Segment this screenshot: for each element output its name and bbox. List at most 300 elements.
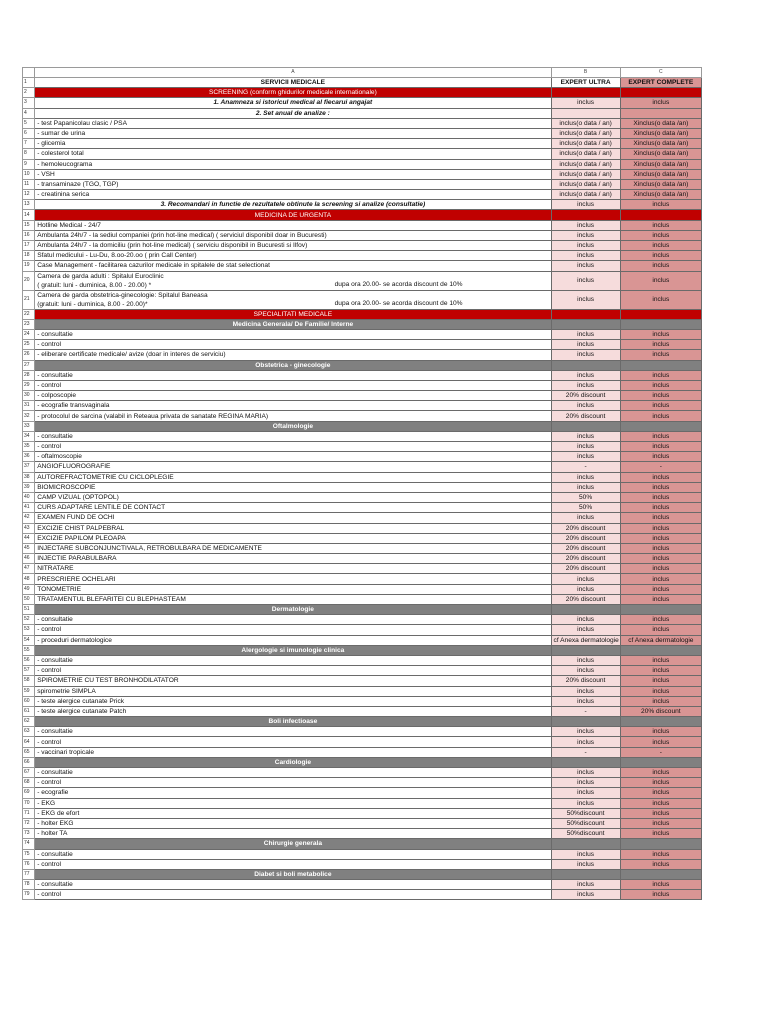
specialty-fill: [551, 360, 620, 370]
specialty-header-row: [23, 839, 702, 849]
row-number: 20: [23, 271, 35, 290]
table-row: [23, 564, 702, 574]
service-name: [35, 271, 551, 290]
expert-complete-value: inclus: [620, 543, 701, 553]
section-band-fill: [551, 309, 620, 319]
emergency-room-row: [23, 290, 702, 309]
expert-ultra-value: inclus(o data / an): [551, 169, 620, 179]
section-band-fill: [620, 210, 701, 220]
row-number: 49: [23, 584, 35, 594]
table-row: [23, 159, 702, 169]
expert-ultra-value: inclus: [551, 261, 620, 271]
service-name: Sfatul medicului - Lu-Du, 8.oo-20.oo ( prin Call Center): [35, 251, 551, 261]
table-row: [23, 666, 702, 676]
specialty-label: Chirurgie generala: [35, 839, 551, 849]
expert-ultra-value: inclus: [551, 472, 620, 482]
expert-complete-value: inclus: [620, 513, 701, 523]
table-row: [23, 401, 702, 411]
specialty-header-row: [23, 717, 702, 727]
header-service: SERVICII MEDICALE: [35, 78, 551, 88]
table-row: [23, 686, 702, 696]
expert-ultra-value: inclus: [551, 350, 620, 360]
service-name-line1: Camera de garda obstetrica-ginecologie: Spitalul Baneasa: [37, 291, 208, 299]
column-letter-b: B: [551, 68, 620, 78]
expert-complete-value: inclus: [620, 625, 701, 635]
service-name: - holter EKG: [35, 818, 551, 828]
row-number: 57: [23, 666, 35, 676]
expert-ultra-value: 20% discount: [551, 391, 620, 401]
expert-complete-value: inclus: [620, 890, 701, 900]
expert-ultra-value: inclus: [551, 251, 620, 261]
table-row: [23, 880, 702, 890]
service-name: - consultatie: [35, 615, 551, 625]
table-row: [23, 574, 702, 584]
expert-ultra-value: inclus: [551, 401, 620, 411]
specialty-fill: [620, 717, 701, 727]
expert-ultra-value: inclus: [551, 482, 620, 492]
service-name: - control: [35, 625, 551, 635]
specialty-fill: [551, 717, 620, 727]
expert-ultra-value: inclus: [551, 452, 620, 462]
expert-ultra-value: 50%discount: [551, 829, 620, 839]
service-name: - test Papanicolau clasic / PSA: [35, 118, 551, 128]
expert-ultra-value: inclus: [551, 727, 620, 737]
table-row: [23, 452, 702, 462]
service-name: - proceduri dermatologice: [35, 635, 551, 645]
expert-ultra-value: inclus: [551, 615, 620, 625]
expert-complete-value: inclus: [620, 859, 701, 869]
expert-ultra-value: 20% discount: [551, 543, 620, 553]
service-name: - consultatie: [35, 431, 551, 441]
table-row: [23, 251, 702, 261]
table-row: [23, 635, 702, 645]
row-number: 58: [23, 676, 35, 686]
section-band-row: [23, 210, 702, 220]
specialty-label: Dermatologie: [35, 605, 551, 615]
expert-ultra-value: 20% discount: [551, 523, 620, 533]
row-number: 9: [23, 159, 35, 169]
expert-ultra-value: inclus(o data / an): [551, 190, 620, 200]
table-row: [23, 737, 702, 747]
expert-complete-value: inclus: [620, 655, 701, 665]
service-name: - consultatie: [35, 655, 551, 665]
row-number: 56: [23, 655, 35, 665]
expert-complete-value: inclus: [620, 778, 701, 788]
section-band-fill: [551, 88, 620, 98]
row-number: 16: [23, 230, 35, 240]
row-number: 78: [23, 880, 35, 890]
row-number: 66: [23, 757, 35, 767]
service-name: - hemoleucograma: [35, 159, 551, 169]
service-name: EXCIZIE PAPILOM PLEOAPA: [35, 533, 551, 543]
expert-ultra-value: inclus: [551, 200, 620, 210]
expert-complete-value: inclus: [620, 523, 701, 533]
row-number: 17: [23, 241, 35, 251]
expert-complete-value: -: [620, 462, 701, 472]
service-name: Ambulanta 24h/7 - la sediul companiei (prin hot-line medical) ( serviciul disponibil doar in Bucuresti): [35, 230, 551, 240]
specialty-fill: [551, 757, 620, 767]
service-name: [35, 290, 551, 309]
service-name: - protocolul de sarcina (valabil in Reteaua privata de sanatate REGINA MARIA): [35, 411, 551, 421]
service-name: - EKG: [35, 798, 551, 808]
row-number: 27: [23, 360, 35, 370]
table-row: [23, 169, 702, 179]
table-row: [23, 230, 702, 240]
row-number: 18: [23, 251, 35, 261]
expert-ultra-value: 50%discount: [551, 818, 620, 828]
table-row: [23, 492, 702, 502]
row-number: 53: [23, 625, 35, 635]
row-number: 73: [23, 829, 35, 839]
table-row: [23, 859, 702, 869]
row-number: 50: [23, 594, 35, 604]
expert-ultra-value: inclus: [551, 584, 620, 594]
expert-complete-value: inclus: [620, 584, 701, 594]
expert-complete-value: inclus: [620, 411, 701, 421]
expert-ultra-value: inclus: [551, 686, 620, 696]
expert-complete-value: inclus: [620, 329, 701, 339]
row-number: 45: [23, 543, 35, 553]
expert-complete-value: -: [620, 747, 701, 757]
table-row: [23, 808, 702, 818]
expert-ultra-value: inclus: [551, 380, 620, 390]
row-number: 74: [23, 839, 35, 849]
specialty-fill: [620, 421, 701, 431]
expert-complete-value: 20% discount: [620, 706, 701, 716]
expert-complete-value: inclus: [620, 533, 701, 543]
table-row: [23, 220, 702, 230]
row-number: 46: [23, 554, 35, 564]
table-row: [23, 594, 702, 604]
row-number: 25: [23, 340, 35, 350]
table-row: [23, 472, 702, 482]
expert-ultra-value: inclus: [551, 655, 620, 665]
row-number: 48: [23, 574, 35, 584]
expert-ultra-value: inclus(o data / an): [551, 149, 620, 159]
service-name: - consultatie: [35, 727, 551, 737]
expert-complete-value: inclus: [620, 340, 701, 350]
service-name: spirometrie SIMPLA: [35, 686, 551, 696]
after-hours-note: dupa ora 20.00- se acorda discount de 10%: [334, 280, 463, 288]
specialty-fill: [620, 757, 701, 767]
expert-complete-value: inclus: [620, 788, 701, 798]
expert-complete-value: inclus: [620, 849, 701, 859]
expert-complete-value: inclus: [620, 554, 701, 564]
service-name: - control: [35, 859, 551, 869]
specialty-fill: [620, 605, 701, 615]
expert-complete-value: inclus: [620, 271, 701, 290]
row-number: 62: [23, 717, 35, 727]
service-name: - consultatie: [35, 849, 551, 859]
expert-complete-value: inclus: [620, 880, 701, 890]
specialty-header-row: [23, 645, 702, 655]
expert-complete-value: inclus: [620, 472, 701, 482]
expert-complete-value: inclus: [620, 452, 701, 462]
expert-complete-value: Xinclus(o data /an): [620, 149, 701, 159]
table-row: [23, 431, 702, 441]
table-row: [23, 380, 702, 390]
expert-ultra-value: 20% discount: [551, 411, 620, 421]
expert-complete-value: inclus: [620, 241, 701, 251]
service-name: TRATAMENTUL BLEFARITEI CU BLEPHASTEAM: [35, 594, 551, 604]
service-name: - creatinina serica: [35, 190, 551, 200]
specialty-header-row: [23, 757, 702, 767]
table-row: [23, 706, 702, 716]
row-number: 63: [23, 727, 35, 737]
expert-ultra-value: inclus: [551, 859, 620, 869]
expert-complete-value: inclus: [620, 818, 701, 828]
expert-complete-value: inclus: [620, 615, 701, 625]
expert-ultra-value: inclus: [551, 798, 620, 808]
service-name: - eliberare certificate medicale/ avize (doar in interes de serviciu): [35, 350, 551, 360]
service-name: EXAMEN FUND DE OCHI: [35, 513, 551, 523]
table-row: [23, 818, 702, 828]
row-number: 13: [23, 200, 35, 210]
service-name-line2: (gratuit: luni - duminica, 8.00 - 20.00)*: [37, 300, 148, 308]
specialty-fill: [551, 645, 620, 655]
service-name: Case Management - facilitarea cazurilor medicale in spitalele de stat selectionat: [35, 261, 551, 271]
table-row: [23, 788, 702, 798]
table-row: [23, 798, 702, 808]
service-name: Hotline Medical - 24/7: [35, 220, 551, 230]
expert-ultra-value: 20% discount: [551, 554, 620, 564]
expert-complete-value: inclus: [620, 737, 701, 747]
expert-ultra-value: 50%: [551, 492, 620, 502]
expert-ultra-value: -: [551, 706, 620, 716]
column-letter-c: C: [620, 68, 701, 78]
specialty-fill: [551, 421, 620, 431]
expert-ultra-value: inclus: [551, 788, 620, 798]
service-name: - colesterol total: [35, 149, 551, 159]
row-number: 21: [23, 290, 35, 309]
service-name: INJECTARE SUBCONJUNCTIVALA, RETROBULBARA DE MEDICAMENTE: [35, 543, 551, 553]
table-row: [23, 533, 702, 543]
row-number: 33: [23, 421, 35, 431]
expert-ultra-value: inclus(o data / an): [551, 128, 620, 138]
service-name: - teste alergice cutanate Patch: [35, 706, 551, 716]
row-number: 37: [23, 462, 35, 472]
specialty-fill: [551, 605, 620, 615]
expert-complete-value: inclus: [620, 380, 701, 390]
row-number: 3: [23, 98, 35, 108]
row-number: 64: [23, 737, 35, 747]
service-name: Ambulanta 24h/7 - la domiciliu (prin hot-line medical) ( serviciu disponibil in Bucuresti si Ilfov): [35, 241, 551, 251]
header-expert-complete: EXPERT COMPLETE: [620, 78, 701, 88]
expert-ultra-value: inclus: [551, 880, 620, 890]
table-row: [23, 747, 702, 757]
specialty-fill: [551, 319, 620, 329]
table-row: [23, 128, 702, 138]
table-row: [23, 179, 702, 189]
row-number: 30: [23, 391, 35, 401]
specialty-fill: [551, 869, 620, 879]
service-name: INJECTIE PARABULBARA: [35, 554, 551, 564]
row-number: 8: [23, 149, 35, 159]
specialty-fill: [551, 839, 620, 849]
table-row: [23, 462, 702, 472]
row-number: 60: [23, 696, 35, 706]
service-name: - control: [35, 666, 551, 676]
service-name: - sumar de urina: [35, 128, 551, 138]
expert-complete-value: Xinclus(o data /an): [620, 159, 701, 169]
service-name: - control: [35, 737, 551, 747]
row-number: 22: [23, 309, 35, 319]
specialty-fill: [620, 869, 701, 879]
specialty-header-row: [23, 319, 702, 329]
expert-ultra-value: inclus: [551, 98, 620, 108]
specialty-label: Boli infectioase: [35, 717, 551, 727]
expert-ultra-value: inclus: [551, 370, 620, 380]
service-name: - vaccinari tropicale: [35, 747, 551, 757]
expert-ultra-value: inclus: [551, 230, 620, 240]
specialty-label: Cardiologie: [35, 757, 551, 767]
service-name: ANGIOFLUOROGRAFIE: [35, 462, 551, 472]
table-row: [23, 329, 702, 339]
expert-ultra-value: inclus: [551, 625, 620, 635]
service-name: - control: [35, 890, 551, 900]
expert-complete-value: inclus: [620, 594, 701, 604]
expert-complete-value: inclus: [620, 666, 701, 676]
row-number: 52: [23, 615, 35, 625]
expert-complete-value: inclus: [620, 98, 701, 108]
service-name: - consultatie: [35, 329, 551, 339]
row-number: 70: [23, 798, 35, 808]
row-number: 55: [23, 645, 35, 655]
subsection-row: [23, 108, 702, 118]
row-number: 61: [23, 706, 35, 716]
row-number: 34: [23, 431, 35, 441]
table-row: [23, 391, 702, 401]
specialty-fill: [620, 839, 701, 849]
row-number: 69: [23, 788, 35, 798]
table-row: [23, 778, 702, 788]
table-row: [23, 696, 702, 706]
expert-ultra-value: inclus: [551, 442, 620, 452]
expert-ultra-value: inclus: [551, 768, 620, 778]
row-number: 28: [23, 370, 35, 380]
specialty-label: Alergologie si imunologie clinica: [35, 645, 551, 655]
expert-complete-value: inclus: [620, 492, 701, 502]
expert-complete-value: inclus: [620, 482, 701, 492]
row-number: 41: [23, 503, 35, 513]
table-row: [23, 442, 702, 452]
specialty-header-row: [23, 869, 702, 879]
expert-ultra-value: inclus: [551, 890, 620, 900]
expert-ultra-value: inclus: [551, 666, 620, 676]
expert-ultra-value: inclus: [551, 696, 620, 706]
expert-complete-value: inclus: [620, 370, 701, 380]
table-row: [23, 584, 702, 594]
expert-complete-value: inclus: [620, 442, 701, 452]
service-name: NITRATARE: [35, 564, 551, 574]
services-table: [22, 67, 702, 900]
table-row: [23, 370, 702, 380]
corner-cell: [23, 68, 35, 78]
service-name: - control: [35, 340, 551, 350]
subsection-row: [23, 98, 702, 108]
row-number: 24: [23, 329, 35, 339]
expert-complete-value: cf Anexa dermatologie: [620, 635, 701, 645]
expert-complete-value: Xinclus(o data /an): [620, 128, 701, 138]
table-row: [23, 482, 702, 492]
section-band-row: [23, 309, 702, 319]
service-name: - consultatie: [35, 768, 551, 778]
row-number: 40: [23, 492, 35, 502]
expert-ultra-value: cf Anexa dermatologie: [551, 635, 620, 645]
expert-complete-value: inclus: [620, 290, 701, 309]
service-name: - VSH: [35, 169, 551, 179]
row-number: 76: [23, 859, 35, 869]
expert-complete-value: inclus: [620, 503, 701, 513]
service-name: - control: [35, 380, 551, 390]
section-band-fill: [551, 210, 620, 220]
row-number: 39: [23, 482, 35, 492]
service-name: SPIROMETRIE CU TEST BRONHODILATATOR: [35, 676, 551, 686]
service-name: - consultatie: [35, 880, 551, 890]
expert-complete-value: inclus: [620, 686, 701, 696]
service-name: CAMP VIZUAL (OPTOPOL): [35, 492, 551, 502]
service-name: TONOMETRIE: [35, 584, 551, 594]
expert-ultra-value: -: [551, 747, 620, 757]
expert-ultra-value: inclus(o data / an): [551, 159, 620, 169]
expert-complete-value: inclus: [620, 200, 701, 210]
service-name: - oftalmoscopie: [35, 452, 551, 462]
expert-complete-value: Xinclus(o data /an): [620, 169, 701, 179]
table-row: [23, 829, 702, 839]
expert-ultra-value: 20% discount: [551, 564, 620, 574]
expert-complete-value: inclus: [620, 574, 701, 584]
row-number: 75: [23, 849, 35, 859]
expert-ultra-value: 50%discount: [551, 808, 620, 818]
service-name: AUTOREFRACTOMETRIE CU CICLOPLEGIE: [35, 472, 551, 482]
row-number: 54: [23, 635, 35, 645]
table-row: [23, 241, 702, 251]
expert-complete-value: inclus: [620, 564, 701, 574]
section-band-label: SCREENING (conform ghidurilor medicale internationale): [35, 88, 551, 98]
service-name: - colposcopie: [35, 391, 551, 401]
expert-ultra-value: inclus: [551, 329, 620, 339]
table-row: [23, 727, 702, 737]
expert-complete-value: inclus: [620, 251, 701, 261]
service-name: - transaminaze (TGO, TGP): [35, 179, 551, 189]
expert-complete-value: inclus: [620, 696, 701, 706]
column-letter-a: A: [35, 68, 551, 78]
expert-ultra-value: inclus: [551, 849, 620, 859]
row-number: 5: [23, 118, 35, 128]
row-number: 1: [23, 78, 35, 88]
specialty-fill: [620, 319, 701, 329]
row-number: 77: [23, 869, 35, 879]
row-number: 32: [23, 411, 35, 421]
row-number: 35: [23, 442, 35, 452]
expert-complete-value: inclus: [620, 431, 701, 441]
row-number: 2: [23, 88, 35, 98]
row-number: 4: [23, 108, 35, 118]
expert-complete-value: inclus: [620, 350, 701, 360]
row-number: 65: [23, 747, 35, 757]
expert-ultra-value: inclus: [551, 431, 620, 441]
specialty-label: Oftalmologie: [35, 421, 551, 431]
table-row: [23, 554, 702, 564]
row-number: 44: [23, 533, 35, 543]
expert-complete-value: inclus: [620, 230, 701, 240]
subsection-row: [23, 200, 702, 210]
row-number: 14: [23, 210, 35, 220]
specialty-header-row: [23, 421, 702, 431]
section-band-fill: [620, 309, 701, 319]
service-name: - EKG de efort: [35, 808, 551, 818]
service-name: - control: [35, 442, 551, 452]
